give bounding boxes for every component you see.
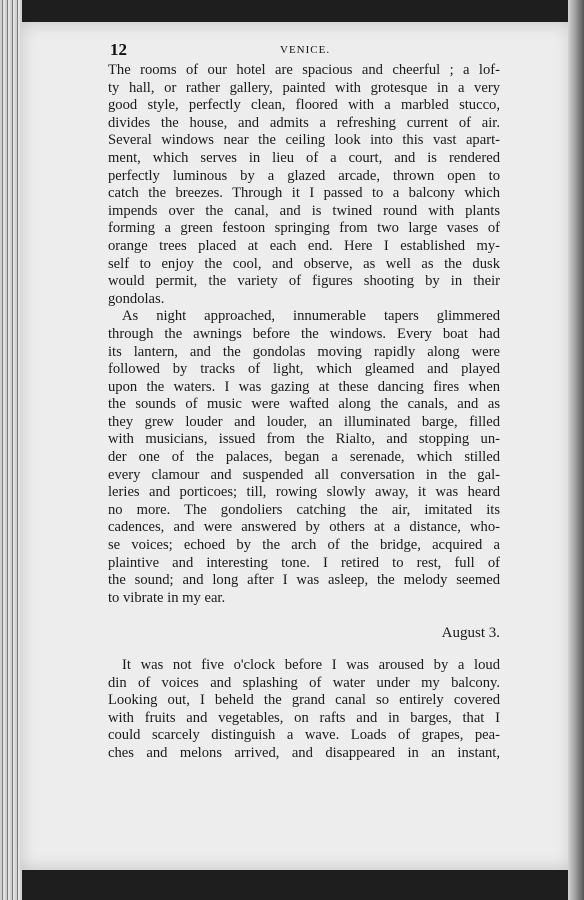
text-line: with fruits and vegetables, on rafts and in barges, that I: [108, 709, 500, 726]
text-line: with musicians, issued from the Rialto, and stopping un-: [108, 431, 500, 448]
text-line: could scarcely distinguish a wave. Loads of grapes, pea-: [108, 727, 500, 744]
text-line: ty hall, or rather gallery, painted with grotesque in a very: [108, 79, 500, 96]
dateline: August 3.: [441, 625, 500, 642]
text-line: ches and melons arrived, and disappeared in an instant,: [108, 744, 500, 761]
page-header: [110, 40, 500, 62]
text-line: ment, which serves in lieu of a court, and is rendered: [108, 149, 500, 166]
text-line: se voices; echoed by the arch of the bridge, acquired a: [108, 537, 500, 554]
text-line: gondolas.: [108, 290, 165, 307]
text-line: no more. The gondoliers catching the air, imitated its: [108, 501, 500, 518]
text-line: every clamour and suspended all conversation in the gal-: [108, 466, 500, 483]
paragraph-night: [108, 308, 500, 607]
text-line: Several windows near the ceiling look into this vast apart-: [108, 132, 500, 149]
text-line: impends over the canal, and is twined round with plants: [108, 202, 500, 219]
text-line: Looking out, I beheld the grand canal so entirely covered: [108, 692, 500, 709]
text-line: It was not five o'clock before I was aroused by a loud: [122, 657, 500, 673]
text-line: catch the breezes. Through it I passed to a balcony which: [108, 185, 500, 202]
page-body: [108, 62, 500, 763]
text-line: plaintive and interesting tone. I retired to rest, full of: [108, 554, 500, 571]
text-line: orange trees placed at each end. Here I established my-: [108, 237, 500, 254]
text-line: would permit, the variety of figures shooting by in their: [108, 273, 500, 290]
text-line: The rooms of our hotel are spacious and cheerful ; a lof-: [108, 62, 500, 78]
book-binding: [0, 0, 22, 900]
page-number: 12: [110, 40, 127, 59]
text-line: the sound; and long after I was asleep, the melody seemed: [108, 572, 500, 589]
text-line: to vibrate in my ear.: [108, 589, 226, 606]
text-line: divides the house, and admits a refreshing current of air.: [108, 114, 500, 131]
text-line: der one of the palaces, began a serenade, which stilled: [108, 449, 500, 466]
text-line: forming a green festoon springing from two large vases of: [108, 220, 500, 237]
running-head: VENICE.: [280, 44, 331, 56]
text-line: As night approached, innumerable tapers glimmered: [122, 308, 500, 325]
paragraph-morning: [108, 657, 500, 763]
text-line: followed by tracks of light, which gleamed and played: [108, 361, 500, 378]
text-line: the sounds of music were wafted along the canals, and as: [108, 396, 500, 413]
text-line: through the awnings before the windows. Every boat had: [108, 325, 500, 342]
text-line: din of voices and splashing of water under my balcony.: [108, 674, 500, 691]
text-line: self to enjoy the cool, and observe, as well as the dusk: [108, 255, 500, 272]
text-line: good style, perfectly clean, floored with a marbled stucco,: [108, 97, 500, 114]
text-line: they grew louder and louder, an illuminated barge, filled: [108, 413, 500, 430]
text-line: cadences, and were answered by others at a distance, who-: [108, 519, 500, 536]
text-line: perfectly luminous by a glazed arcade, thrown open to: [108, 167, 500, 184]
paragraph-rooms: [108, 62, 500, 308]
text-line: leries and porticoes; till, rowing slowly away, it was heard: [108, 484, 500, 501]
text-line: its lantern, and the gondolas moving rapidly along were: [108, 343, 500, 360]
page-edge-shadow: [568, 0, 584, 900]
text-line: upon the waters. I was gazing at these dancing fires when: [108, 378, 500, 395]
